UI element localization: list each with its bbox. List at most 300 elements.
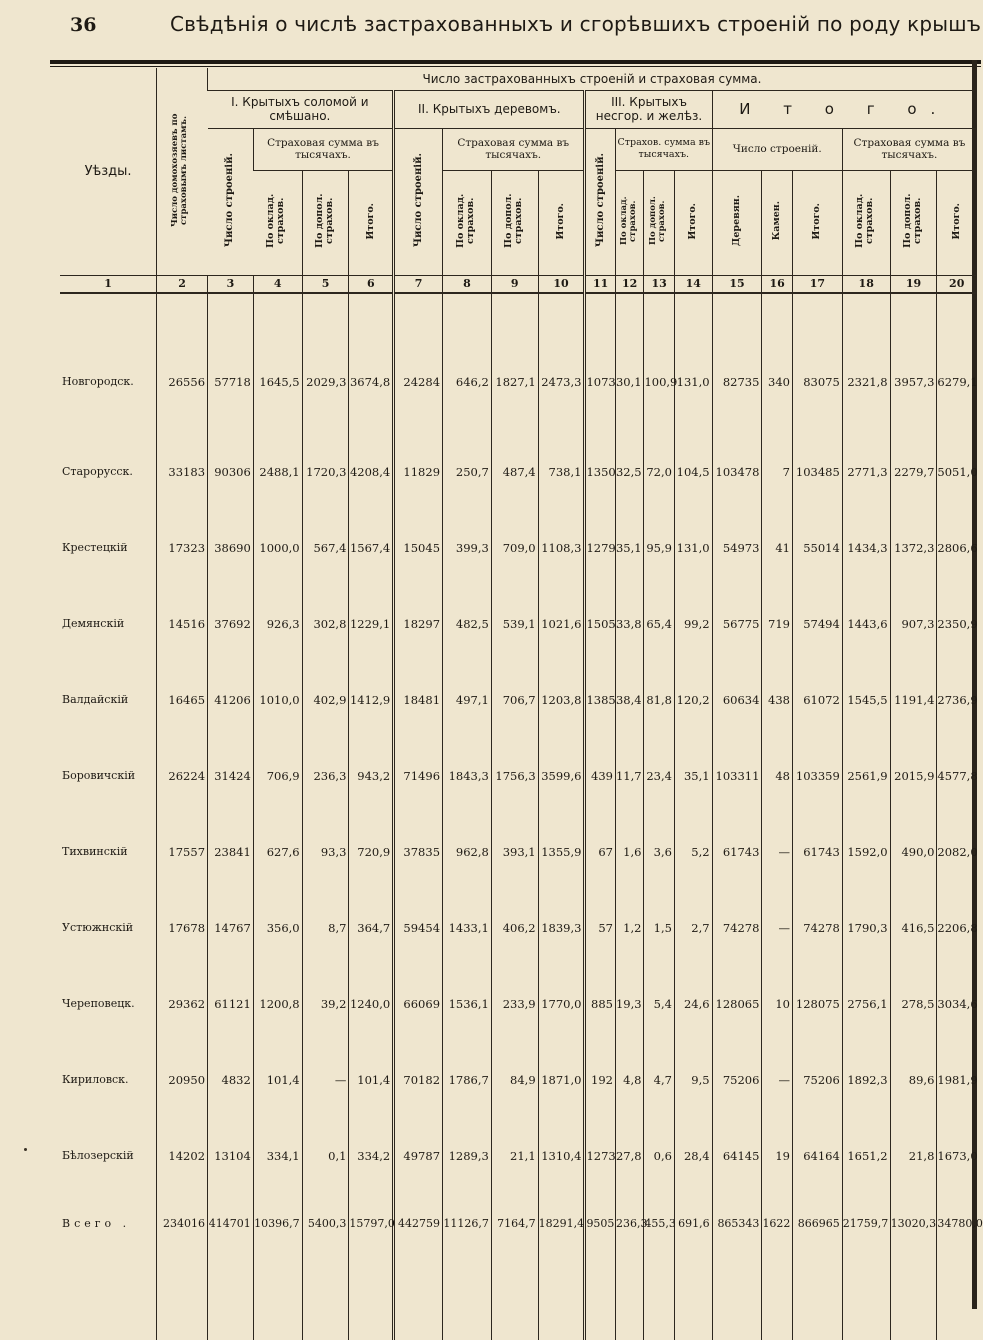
district-name: Демянскій xyxy=(62,617,125,630)
table-cell: 2806,6 xyxy=(937,510,976,586)
header-num-buildings-iron xyxy=(585,128,616,275)
table-cell: 75206 xyxy=(792,1042,842,1118)
table-cell: 23841 xyxy=(208,814,254,890)
header-po-oklad-itogo xyxy=(842,170,890,275)
header-po-oklad-itogo-text: По оклад. страхов. xyxy=(854,193,876,249)
table-cell: 236,3 xyxy=(615,1194,643,1254)
statistics-table xyxy=(60,68,983,1340)
table-cell: 15797,0 xyxy=(349,1194,394,1254)
column-number: 8 xyxy=(443,275,492,293)
empty-cell xyxy=(349,1254,394,1340)
column-number: 12 xyxy=(615,275,643,293)
table-cell: 24284 xyxy=(394,293,443,434)
table-cell: 1010,0 xyxy=(253,662,302,738)
table-cell: 1673,0 xyxy=(937,1118,976,1194)
table-cell: 706,9 xyxy=(253,738,302,814)
table-cell: 1839,3 xyxy=(538,890,585,966)
header-group-main: Число застрахованныхъ строеній и страховая сумма. xyxy=(208,68,976,90)
table-cell: 250,7 xyxy=(443,434,492,510)
table-cell: 70182 xyxy=(394,1042,443,1118)
table-cell: 1756,3 xyxy=(491,738,538,814)
header-itogo-sum xyxy=(937,170,976,275)
header-num-buildings-wood xyxy=(394,128,443,275)
table-row xyxy=(60,662,976,738)
table-cell: 16465 xyxy=(157,662,208,738)
table-cell: 17678 xyxy=(157,890,208,966)
column-number: 4 xyxy=(253,275,302,293)
table-cell: 482,5 xyxy=(443,586,492,662)
table-row xyxy=(60,1042,976,1118)
header-sum-wood: Страховая сумма въ тысячахъ. xyxy=(443,128,585,170)
table-cell: 11829 xyxy=(394,434,443,510)
table-cell: 1786,7 xyxy=(443,1042,492,1118)
table-cell: 101,4 xyxy=(253,1042,302,1118)
header-po-dopol-iron xyxy=(644,170,675,275)
table-cell: 5400,3 xyxy=(302,1194,349,1254)
table-cell: 3034,6 xyxy=(937,966,976,1042)
table-cell: 131,0 xyxy=(674,293,712,434)
empty-cell xyxy=(302,1254,349,1340)
table-cell: 60634 xyxy=(712,662,762,738)
header-households-text: Число домохозяевъ по страховымъ листамъ. xyxy=(170,113,190,227)
table-cell: 64164 xyxy=(792,1118,842,1194)
table-cell: 38,4 xyxy=(615,662,643,738)
column-number: 2 xyxy=(157,275,208,293)
district-name: Всего . xyxy=(62,1217,131,1230)
table-cell: 866965 xyxy=(792,1194,842,1254)
table-cell: 885 xyxy=(585,966,616,1042)
table-row xyxy=(60,738,976,814)
table-cell: 943,2 xyxy=(349,738,394,814)
header-itogo-iron-text: Итого. xyxy=(687,202,699,240)
table-cell: 17557 xyxy=(157,814,208,890)
table-cell: 1279 xyxy=(585,510,616,586)
table-cell: 89,6 xyxy=(890,1042,937,1118)
table-cell: 192 xyxy=(585,1042,616,1118)
table-cell: 64145 xyxy=(712,1118,762,1194)
table-cell: 1505 xyxy=(585,586,616,662)
table-cell: 406,2 xyxy=(491,890,538,966)
table-cell: 236,3 xyxy=(302,738,349,814)
table-cell: 3599,6 xyxy=(538,738,585,814)
header-itogo-buildings-text: Итого. xyxy=(811,202,823,240)
header-po-dopol-itogo-text: По допол. страхов. xyxy=(901,193,923,249)
table-cell: 497,1 xyxy=(443,662,492,738)
table-cell: 61072 xyxy=(792,662,842,738)
table-cell: 90306 xyxy=(208,434,254,510)
table-cell: 14767 xyxy=(208,890,254,966)
table-cell: 33,8 xyxy=(615,586,643,662)
table-cell: 1350 xyxy=(585,434,616,510)
table-cell: 74278 xyxy=(712,890,762,966)
district-name: Боровичскій xyxy=(62,769,136,782)
table-cell: 2015,9 xyxy=(890,738,937,814)
table-cell: 26556 xyxy=(157,293,208,434)
table-cell: 61743 xyxy=(792,814,842,890)
table-cell: 2756,1 xyxy=(842,966,890,1042)
table-cell: 11,7 xyxy=(615,738,643,814)
table-cell: 13104 xyxy=(208,1118,254,1194)
table-cell: 38690 xyxy=(208,510,254,586)
table-row xyxy=(60,966,976,1042)
header-num-buildings-iron-text: Число строеній. xyxy=(594,152,606,248)
table-cell: 84,9 xyxy=(491,1042,538,1118)
empty-cell xyxy=(762,1254,793,1340)
table-cell: 59454 xyxy=(394,890,443,966)
table-cell: 2029,3 xyxy=(302,293,349,434)
table-row xyxy=(60,890,976,966)
table-cell: 1651,2 xyxy=(842,1118,890,1194)
column-number: 7 xyxy=(394,275,443,293)
table-cell: 21,8 xyxy=(890,1118,937,1194)
table-cell: 10396,7 xyxy=(253,1194,302,1254)
table-cell: 15045 xyxy=(394,510,443,586)
table-cell: 35,1 xyxy=(615,510,643,586)
header-num-buildings-itogo: Число строеній. xyxy=(712,128,842,170)
table-cell: 24,6 xyxy=(674,966,712,1042)
header-num-buildings-wood-text: Число строеній. xyxy=(412,152,424,248)
table-cell: 865343 xyxy=(712,1194,762,1254)
table-cell: 393,1 xyxy=(491,814,538,890)
table-cell: 1790,3 xyxy=(842,890,890,966)
table-cell: 539,1 xyxy=(491,586,538,662)
table-cell: 34780,0 xyxy=(937,1194,976,1254)
table-cell: 32,5 xyxy=(615,434,643,510)
table-cell: 334,2 xyxy=(349,1118,394,1194)
table-cell: 2561,9 xyxy=(842,738,890,814)
table-cell: 2771,3 xyxy=(842,434,890,510)
header-po-dopol-straw xyxy=(302,170,349,275)
header-po-dopol-straw-text: По допол. страхов. xyxy=(313,193,335,249)
table-cell: 438 xyxy=(762,662,793,738)
table-cell: 41 xyxy=(762,510,793,586)
district-name: Новгородск. xyxy=(62,375,134,388)
table-cell: 5,2 xyxy=(674,814,712,890)
table-cell: 2473,3 xyxy=(538,293,585,434)
table-cell: 27,8 xyxy=(615,1118,643,1194)
table-cell: 57 xyxy=(585,890,616,966)
header-po-oklad-iron-text: По оклад. страхов. xyxy=(618,196,638,246)
table-row xyxy=(60,510,976,586)
table-cell: 334,1 xyxy=(253,1118,302,1194)
table-cell: 14202 xyxy=(157,1118,208,1194)
table-cell: 1191,4 xyxy=(890,662,937,738)
table-cell: 567,4 xyxy=(302,510,349,586)
table-cell: 1385 xyxy=(585,662,616,738)
table-cell: 2321,8 xyxy=(842,293,890,434)
district-name: Старорусск. xyxy=(62,465,133,478)
district-name: Тихвинскій xyxy=(62,845,128,858)
table-cell: 5,4 xyxy=(644,966,675,1042)
header-po-oklad-wood xyxy=(443,170,492,275)
empty-cell xyxy=(674,1254,712,1340)
empty-cell xyxy=(842,1254,890,1340)
table-cell: 1567,4 xyxy=(349,510,394,586)
table-cell: 1021,6 xyxy=(538,586,585,662)
table-cell: 104,5 xyxy=(674,434,712,510)
header-po-dopol-wood xyxy=(491,170,538,275)
district-name: Череповецк. xyxy=(62,997,135,1010)
table-cell: 7 xyxy=(762,434,793,510)
table-cell: 414701 xyxy=(208,1194,254,1254)
header-wood: II. Крытыхъ деревомъ. xyxy=(394,90,585,128)
table-cell: 691,6 xyxy=(674,1194,712,1254)
table-cell: 21,1 xyxy=(491,1118,538,1194)
header-itogo-straw xyxy=(349,170,394,275)
table-cell: 455,3 xyxy=(644,1194,675,1254)
table-cell: 356,0 xyxy=(253,890,302,966)
table-cell: 9,5 xyxy=(674,1042,712,1118)
header-po-oklad-iron xyxy=(615,170,643,275)
table-cell: 37835 xyxy=(394,814,443,890)
table-cell: 907,3 xyxy=(890,586,937,662)
table-cell: 103485 xyxy=(792,434,842,510)
table-cell: 402,9 xyxy=(302,662,349,738)
table-cell: 103359 xyxy=(792,738,842,814)
table-cell: 100,9 xyxy=(644,293,675,434)
table-cell: 9505 xyxy=(585,1194,616,1254)
empty-cell xyxy=(792,1254,842,1340)
table-cell: 81,8 xyxy=(644,662,675,738)
header-derevyan xyxy=(712,170,762,275)
table-cell: 2206,8 xyxy=(937,890,976,966)
table-cell: 926,3 xyxy=(253,586,302,662)
table-cell: 99,2 xyxy=(674,586,712,662)
table-cell: 1273 xyxy=(585,1118,616,1194)
table-cell: 1871,0 xyxy=(538,1042,585,1118)
table-cell: 962,8 xyxy=(443,814,492,890)
column-number: 20 xyxy=(937,275,976,293)
table-cell: 103311 xyxy=(712,738,762,814)
district-name: Крестецкій xyxy=(62,541,128,554)
table-cell: 709,0 xyxy=(491,510,538,586)
header-sum-itogo: Страховая сумма въ тысячахъ. xyxy=(842,128,976,170)
table-cell: 61121 xyxy=(208,966,254,1042)
table-cell: 128075 xyxy=(792,966,842,1042)
empty-cell xyxy=(937,1254,976,1340)
table-cell: 627,6 xyxy=(253,814,302,890)
table-cell: 1592,0 xyxy=(842,814,890,890)
table-cell: 3674,8 xyxy=(349,293,394,434)
table-cell: 71496 xyxy=(394,738,443,814)
table-cell: 21759,7 xyxy=(842,1194,890,1254)
table-cell: 706,7 xyxy=(491,662,538,738)
table-cell: 0,1 xyxy=(302,1118,349,1194)
table-cell: — xyxy=(762,1042,793,1118)
table-cell: 95,9 xyxy=(644,510,675,586)
table-cell: 33183 xyxy=(157,434,208,510)
table-row xyxy=(60,586,976,662)
table-cell: 1536,1 xyxy=(443,966,492,1042)
header-itogo-straw-text: Итого. xyxy=(364,202,376,240)
column-number-row xyxy=(60,275,976,293)
column-number: 11 xyxy=(585,275,616,293)
header-itogo: И т о г о. xyxy=(712,90,976,128)
table-cell: 720,9 xyxy=(349,814,394,890)
table-cell: 1443,6 xyxy=(842,586,890,662)
table-cell: 57718 xyxy=(208,293,254,434)
district-name: Бѣлозерскій xyxy=(62,1149,134,1162)
table-cell: 442759 xyxy=(394,1194,443,1254)
table-cell: 19,3 xyxy=(615,966,643,1042)
table-row xyxy=(60,434,976,510)
empty-cell xyxy=(443,1254,492,1340)
table-cell: 13020,3 xyxy=(890,1194,937,1254)
empty-cell xyxy=(585,1254,616,1340)
empty-cell xyxy=(712,1254,762,1340)
table-cell: 6279,1 xyxy=(937,293,976,434)
empty-cell xyxy=(60,1254,157,1340)
table-cell: 29362 xyxy=(157,966,208,1042)
empty-cell xyxy=(157,1254,208,1340)
empty-cell xyxy=(615,1254,643,1340)
column-number: 3 xyxy=(208,275,254,293)
table-cell: 20950 xyxy=(157,1042,208,1118)
table-cell: 5051,0 xyxy=(937,434,976,510)
column-number: 10 xyxy=(538,275,585,293)
table-cell: 4577,8 xyxy=(937,738,976,814)
table-cell: 1770,0 xyxy=(538,966,585,1042)
header-po-dopol-itogo xyxy=(890,170,937,275)
table-cell: 2736,9 xyxy=(937,662,976,738)
table-cell: 61743 xyxy=(712,814,762,890)
table-cell: 35,1 xyxy=(674,738,712,814)
table-cell: 75206 xyxy=(712,1042,762,1118)
table-cell: 41206 xyxy=(208,662,254,738)
header-itogo-wood xyxy=(538,170,585,275)
table-cell: 26224 xyxy=(157,738,208,814)
header-kamen-text: Камен. xyxy=(771,201,783,241)
table-cell: 416,5 xyxy=(890,890,937,966)
header-itogo-wood-text: Итого. xyxy=(555,202,567,240)
district-name: Устюжнскій xyxy=(62,921,134,934)
table-cell: — xyxy=(762,890,793,966)
table-cell: 1372,3 xyxy=(890,510,937,586)
header-num-buildings-straw-text: Число строеній. xyxy=(224,152,236,248)
table-cell: 83075 xyxy=(792,293,842,434)
table-cell: 2279,7 xyxy=(890,434,937,510)
table-cell: 490,0 xyxy=(890,814,937,890)
page-number: 36 xyxy=(70,14,97,36)
district-name: Кириловск. xyxy=(62,1073,129,1086)
table-cell: 120,2 xyxy=(674,662,712,738)
table-cell: 57494 xyxy=(792,586,842,662)
table-cell: 646,2 xyxy=(443,293,492,434)
table-cell: 1355,9 xyxy=(538,814,585,890)
table-cell: 1412,9 xyxy=(349,662,394,738)
header-households xyxy=(157,68,208,275)
header-itogo-iron xyxy=(674,170,712,275)
table-cell: 48 xyxy=(762,738,793,814)
column-number: 13 xyxy=(644,275,675,293)
table-cell: 14516 xyxy=(157,586,208,662)
table-cell: 93,3 xyxy=(302,814,349,890)
table-cell: 1,6 xyxy=(615,814,643,890)
header-po-oklad-wood-text: По оклад. страхов. xyxy=(454,193,476,249)
table-cell: 233,9 xyxy=(491,966,538,1042)
header-rule xyxy=(50,60,981,64)
table-cell: 1200,8 xyxy=(253,966,302,1042)
column-number: 14 xyxy=(674,275,712,293)
table-cell: — xyxy=(302,1042,349,1118)
column-number: 5 xyxy=(302,275,349,293)
table-cell: 0,6 xyxy=(644,1118,675,1194)
empty-cell xyxy=(644,1254,675,1340)
table-cell: 18481 xyxy=(394,662,443,738)
column-number: 9 xyxy=(491,275,538,293)
table-cell: 1073 xyxy=(585,293,616,434)
table-cell: 4,7 xyxy=(644,1042,675,1118)
table-cell: 2,7 xyxy=(674,890,712,966)
table-cell: 7164,7 xyxy=(491,1194,538,1254)
table-cell: 30,1 xyxy=(615,293,643,434)
table-cell: 1545,5 xyxy=(842,662,890,738)
table-cell: 103478 xyxy=(712,434,762,510)
header-po-oklad-straw-text: По оклад. страхов. xyxy=(265,193,287,249)
table-body xyxy=(60,293,983,1340)
table-cell: 131,0 xyxy=(674,510,712,586)
table-row xyxy=(60,293,976,434)
empty-cell xyxy=(538,1254,585,1340)
table-cell: 4208,4 xyxy=(349,434,394,510)
table-cell: 1,2 xyxy=(615,890,643,966)
table-cell: 49787 xyxy=(394,1118,443,1194)
filler-row xyxy=(60,1254,976,1340)
header-sum-straw: Страховая сумма въ тысячахъ. xyxy=(253,128,393,170)
district-name: Валдайскій xyxy=(62,693,129,706)
header-straw: I. Крытыхъ соломой и смѣшано. xyxy=(208,90,394,128)
table-cell: 1310,4 xyxy=(538,1118,585,1194)
table-cell: 31424 xyxy=(208,738,254,814)
table-cell: 1203,8 xyxy=(538,662,585,738)
table-cell: 2082,0 xyxy=(937,814,976,890)
table-cell: 28,4 xyxy=(674,1118,712,1194)
column-number: 15 xyxy=(712,275,762,293)
table-cell: 101,4 xyxy=(349,1042,394,1118)
table-cell: 1240,0 xyxy=(349,966,394,1042)
table-cell: 66069 xyxy=(394,966,443,1042)
header-iron: III. Крытыхъ несгор. и желѣз. xyxy=(585,90,712,128)
table-cell: 8,7 xyxy=(302,890,349,966)
table-cell: 364,7 xyxy=(349,890,394,966)
table-cell: 1000,0 xyxy=(253,510,302,586)
table-cell: 3,6 xyxy=(644,814,675,890)
table-cell: 302,8 xyxy=(302,586,349,662)
table-cell: 1,5 xyxy=(644,890,675,966)
page-title: Свѣдѣнія о числѣ застрахованныхъ и сгорѣвшихъ строеній по роду крышъ xyxy=(170,12,982,36)
table-cell: 23,4 xyxy=(644,738,675,814)
table-cell: 1827,1 xyxy=(491,293,538,434)
table-cell: 67 xyxy=(585,814,616,890)
table-cell: 74278 xyxy=(792,890,842,966)
empty-cell xyxy=(491,1254,538,1340)
table-cell: 17323 xyxy=(157,510,208,586)
header-po-oklad-straw xyxy=(253,170,302,275)
table-cell: 56775 xyxy=(712,586,762,662)
table-cell: 1843,3 xyxy=(443,738,492,814)
table-cell: 2488,1 xyxy=(253,434,302,510)
table-cell: 1108,3 xyxy=(538,510,585,586)
table-cell: 10 xyxy=(762,966,793,1042)
header-num-buildings-straw xyxy=(208,128,254,275)
table-cell: 278,5 xyxy=(890,966,937,1042)
paper-speck xyxy=(24,1148,27,1151)
table-cell: 439 xyxy=(585,738,616,814)
table-cell: 4,8 xyxy=(615,1042,643,1118)
table-cell: 1289,3 xyxy=(443,1118,492,1194)
table-cell: 1720,3 xyxy=(302,434,349,510)
table-cell: 11126,7 xyxy=(443,1194,492,1254)
